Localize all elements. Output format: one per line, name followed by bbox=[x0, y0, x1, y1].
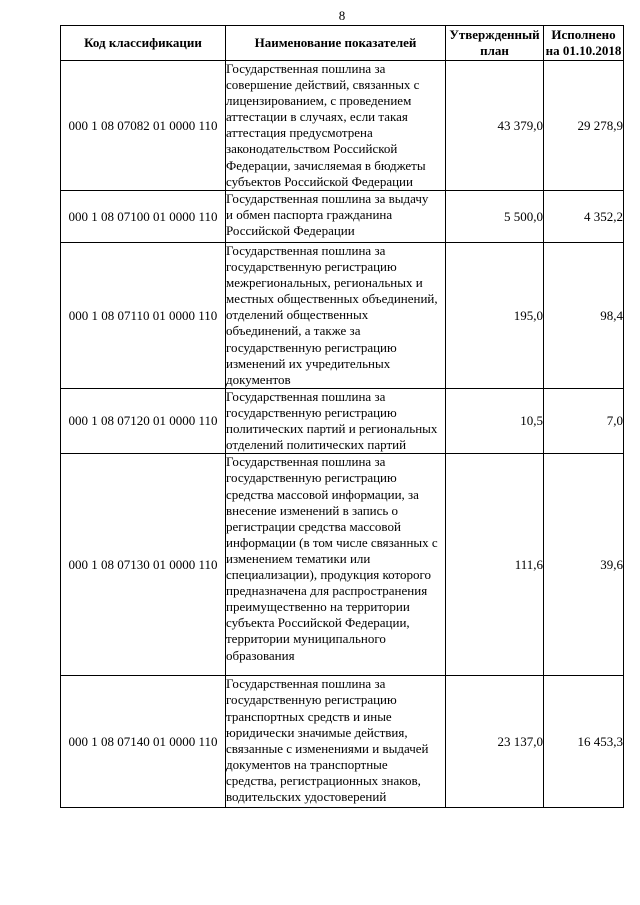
text-line: государственную регистрацию bbox=[226, 405, 397, 421]
text-line: регистрации средства массовой bbox=[226, 518, 401, 534]
text-line: аттестации в случаях, если такая bbox=[226, 109, 408, 125]
text-line: Государственная пошлина за bbox=[226, 676, 386, 692]
page-number: 8 bbox=[338, 8, 346, 23]
planned-value: 43 379,0 bbox=[446, 61, 544, 191]
text-line: внесение изменений в запись о bbox=[226, 502, 399, 518]
classification-code: 000 1 08 07120 01 0000 110 bbox=[61, 389, 226, 454]
table-row bbox=[61, 454, 624, 676]
header-name: Наименование показателей bbox=[226, 26, 446, 61]
table-row bbox=[61, 389, 624, 454]
text-line: документов на транспортные bbox=[226, 756, 388, 772]
indicator-name bbox=[226, 191, 446, 243]
text-line: государственную регистрацию bbox=[226, 339, 397, 355]
text-line: Государственная пошлина за bbox=[226, 61, 386, 76]
text-line: предназначена для распространения bbox=[226, 583, 428, 599]
text-line: изменений их учредительных bbox=[226, 355, 391, 371]
text-line: преимущественно на территории bbox=[226, 599, 410, 615]
indicator-name bbox=[226, 243, 446, 389]
classification-code: 000 1 08 07082 01 0000 110 bbox=[61, 61, 226, 191]
text-line: связанные с изменениями и выдачей bbox=[226, 740, 429, 756]
text-line: Государственная пошлина за bbox=[226, 243, 386, 258]
text-line: политических партий и региональных bbox=[226, 421, 438, 437]
text-line: Федерации, зачисляемая в бюджеты bbox=[226, 157, 426, 173]
text-line: субъектов Российской Федерации bbox=[226, 173, 413, 189]
text-line: государственную регистрацию bbox=[226, 470, 397, 486]
planned-value: 195,0 bbox=[446, 243, 544, 389]
text-line: средства, регистрационных знаков, bbox=[226, 772, 421, 788]
header-code: Код классификации bbox=[61, 26, 226, 61]
text-line: законодательством Российской bbox=[226, 141, 398, 157]
text-line: совершение действий, связанных с bbox=[226, 77, 420, 93]
indicator-name bbox=[226, 676, 446, 808]
text-line: лицензированием, с проведением bbox=[226, 93, 412, 109]
table-header-row bbox=[61, 26, 624, 61]
text-line: Государственная пошлина за bbox=[226, 454, 386, 470]
text-line: изменением тематики или bbox=[226, 550, 371, 566]
executed-value: 98,4 bbox=[544, 243, 624, 389]
planned-value: 5 500,0 bbox=[446, 191, 544, 243]
text-line: межрегиональных, региональных и bbox=[226, 275, 423, 291]
table-row bbox=[61, 676, 624, 808]
text-line: Государственная пошлина за выдачу bbox=[226, 191, 429, 206]
classification-code: 000 1 08 07100 01 0000 110 bbox=[61, 191, 226, 243]
text-line: документов bbox=[226, 371, 291, 387]
table-row bbox=[61, 61, 624, 191]
text-line: водительских удостоверений bbox=[226, 789, 387, 805]
classification-code: 000 1 08 07140 01 0000 110 bbox=[61, 676, 226, 808]
text-line: аттестация предусмотрена bbox=[226, 125, 373, 141]
planned-value: 10,5 bbox=[446, 389, 544, 454]
text-line: транспортных средств и иные bbox=[226, 708, 392, 724]
executed-value: 4 352,2 bbox=[544, 191, 624, 243]
header-plan: Утвержденный план bbox=[446, 26, 544, 61]
table-row bbox=[61, 243, 624, 389]
text-line: Государственная пошлина за bbox=[226, 389, 386, 404]
text-line: субъекта Российской Федерации, bbox=[226, 615, 410, 631]
revenue-table bbox=[60, 25, 624, 808]
classification-code: 000 1 08 07110 01 0000 110 bbox=[61, 243, 226, 389]
text-line: государственную регистрацию bbox=[226, 692, 397, 708]
text-line: объединений, а также за bbox=[226, 323, 361, 339]
text-line: государственную регистрацию bbox=[226, 259, 397, 275]
text-line: отделений политических партий bbox=[226, 437, 407, 453]
classification-code: 000 1 08 07130 01 0000 110 bbox=[61, 454, 226, 676]
text-line: и обмен паспорта гражданина bbox=[226, 207, 393, 223]
text-line: специализации), продукция которого bbox=[226, 567, 432, 583]
planned-value: 23 137,0 bbox=[446, 676, 544, 808]
text-line: местных общественных объединений, bbox=[226, 291, 438, 307]
text-line: отделений общественных bbox=[226, 307, 369, 323]
executed-value: 7,0 bbox=[544, 389, 624, 454]
text-line: образования bbox=[226, 647, 295, 663]
text-line: юридически значимые действия, bbox=[226, 724, 408, 740]
planned-value: 111,6 bbox=[446, 454, 544, 676]
text-line: территории муниципального bbox=[226, 631, 386, 647]
text-line: средства массовой информации, за bbox=[226, 486, 419, 502]
executed-value: 29 278,9 bbox=[544, 61, 624, 191]
indicator-name bbox=[226, 454, 446, 676]
header-done: Исполнено на 01.10.2018 bbox=[544, 26, 624, 61]
text-line: информации (в том числе связанных с bbox=[226, 534, 438, 550]
indicator-name bbox=[226, 389, 446, 454]
indicator-name bbox=[226, 61, 446, 191]
executed-value: 16 453,3 bbox=[544, 676, 624, 808]
table-row bbox=[61, 191, 624, 243]
executed-value: 39,6 bbox=[544, 454, 624, 676]
text-line: Российской Федерации bbox=[226, 223, 355, 239]
